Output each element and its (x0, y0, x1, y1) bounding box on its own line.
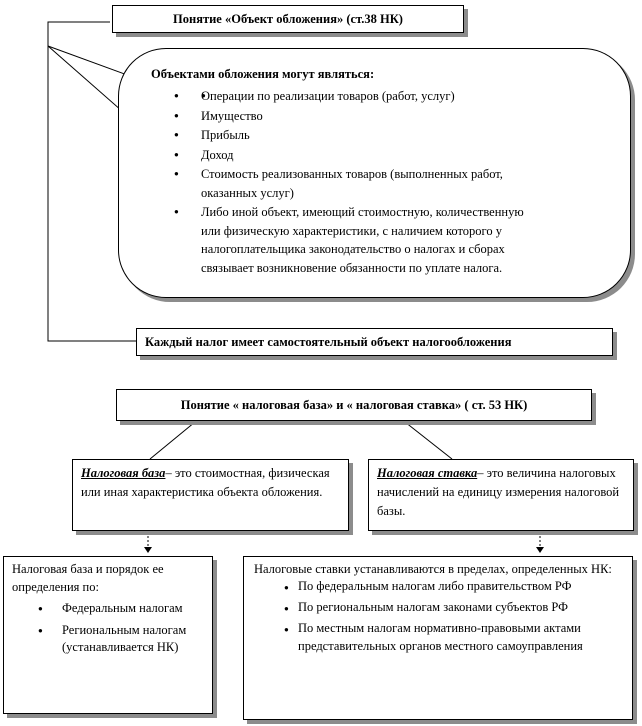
list-item-text: По местным налогам нормативно-правовыми актами представительных органов местного самоуправления (298, 621, 583, 653)
list-item: ● Имущество (174, 108, 263, 123)
list-item: ● Прибыль (174, 128, 250, 142)
list-item-text: Прибыль (201, 128, 250, 142)
taxable-objects-callout (118, 48, 631, 298)
callout-heading: Объектами обложения могут являться: (151, 67, 375, 81)
list-item-text: Операции по реализации товаров (работ, услуг) (201, 89, 455, 103)
tax-rate-definition-text: – это величина налоговых начислений на единицу измерения налоговой базы. (377, 466, 620, 518)
list-item: ● По местным налогам нормативно-правовыми актами представительных органов местного самоуправления (284, 621, 583, 653)
list-item: ● По региональным налогам законами субъектов РФ (284, 600, 568, 614)
tax-base-detail-list (38, 600, 204, 657)
tax-rate-definition (368, 459, 634, 531)
list-item-text: Либо иной объект, имеющий стоимостную, количественную или физическую характеристики, с наличием которого у налогоплательщика законодательство о налогах и сборах связывает возникновение обязанности по уплате налога. (201, 205, 524, 275)
tax-base-definition-text: – это стоимостная, физическая или иная характеристика объекта обложения. (81, 466, 330, 499)
object-concept-title: Понятие «Объект обложения» (ст.38 НК) (112, 5, 464, 33)
tax-rate-detail-heading: Налоговые ставки устанавливаются в пределах, определенных НК: (254, 562, 612, 576)
connector-title-to-base (150, 422, 195, 459)
list-item-text: Региональным налогам (устанавливается НК) (62, 622, 187, 654)
list-item: ● ● Операции по реализации товаров (работ, услуг) (201, 87, 581, 106)
list-item: ● Доход (174, 147, 234, 162)
tax-rate-detail (243, 556, 633, 720)
arrow-base-head (144, 547, 152, 553)
list-item-text: Стоимость реализованных товаров (выполненных работ, оказанных услуг) (201, 167, 503, 200)
list-item: ● Стоимость реализованных товаров (выполненных работ, оказанных услуг) (174, 167, 503, 200)
base-and-rate-title: Понятие « налоговая база» и « налоговая ставка» ( ст. 53 НК) (116, 389, 592, 421)
list-item-text: По федеральным налогам либо правительством РФ (298, 579, 572, 593)
list-item-text: По региональным налогам законами субъектов РФ (298, 600, 568, 614)
taxable-objects-list (174, 87, 581, 277)
list-item: ● Федеральным налогам (38, 601, 183, 615)
list-item: ● Региональным налогам (устанавливается НК) (38, 622, 187, 654)
independent-object-note: Каждый налог имеет самостоятельный объект налогообложения (136, 328, 613, 356)
tax-base-detail-heading: Налоговая база и порядок ее определения по: (12, 562, 164, 594)
tax-base-detail (3, 556, 213, 714)
callout-pointer-upper (48, 46, 130, 76)
tax-rate-term: Налоговая ставка (377, 466, 478, 480)
connector-title-to-rate (405, 422, 452, 459)
tax-base-term: Налоговая база (81, 466, 166, 480)
list-item: ● По федеральным налогам либо правительством РФ (284, 579, 572, 593)
tax-rate-detail-list (284, 578, 622, 655)
tax-base-definition (72, 459, 349, 531)
list-item: ● Либо иной объект, имеющий стоимостную, количественную или физическую характеристики, с наличием которого у налогоплательщика законодательство о налогах и сборах связывает возникновение обязанности по уплате налога. (174, 205, 524, 275)
arrow-rate-head (536, 547, 544, 553)
list-item-text: Имущество (201, 108, 263, 123)
list-item-text: Доход (201, 147, 234, 162)
list-item-text: Федеральным налогам (62, 601, 183, 615)
